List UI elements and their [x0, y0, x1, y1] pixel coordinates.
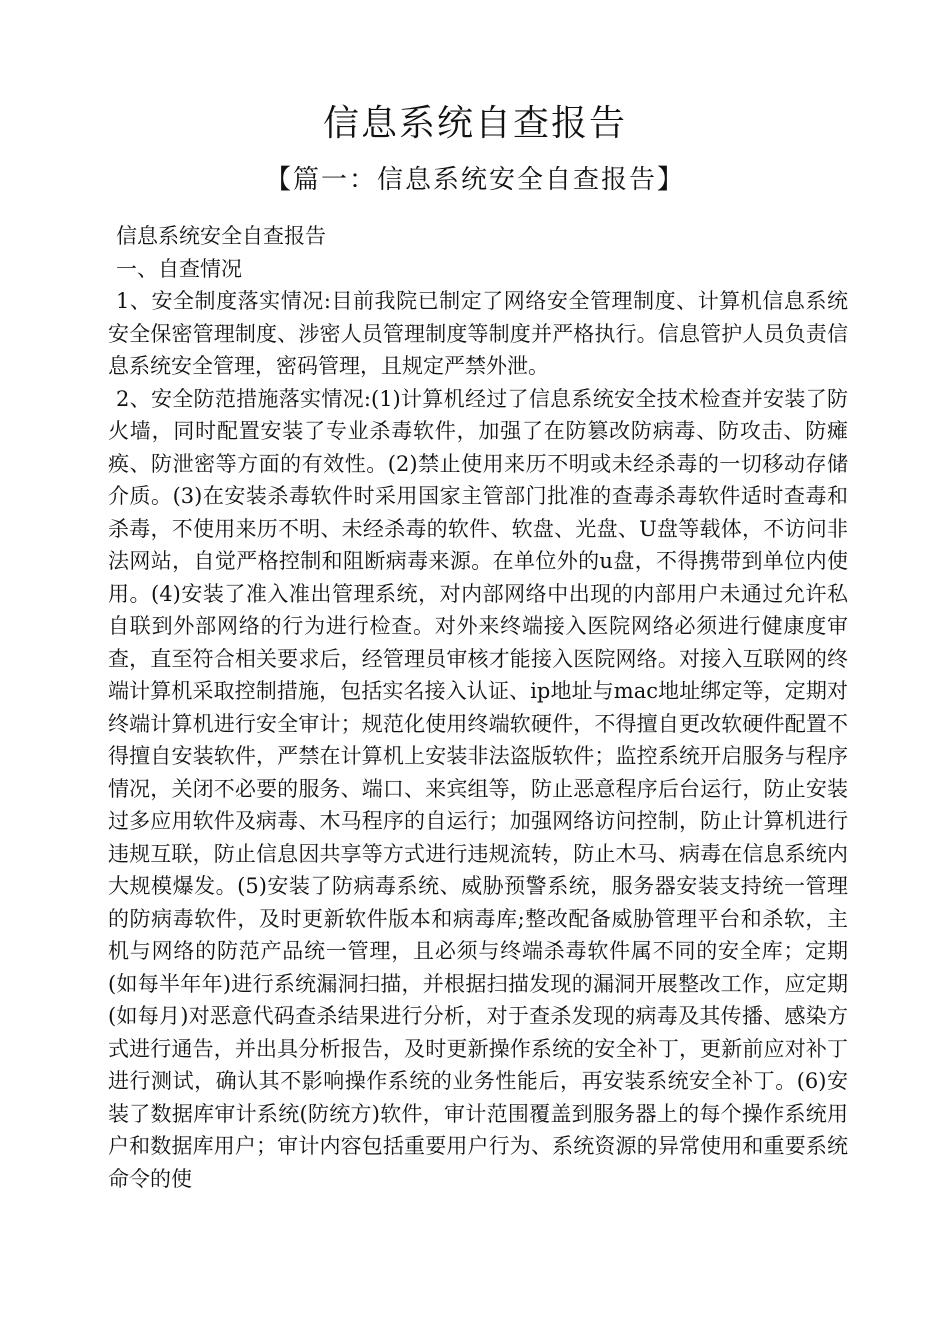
paragraph-security-policy — [108, 285, 848, 383]
document-body — [108, 220, 848, 1195]
section-heading-self-check: 一、自查情况 — [116, 256, 242, 281]
paragraph-security-measures — [108, 383, 848, 1196]
report-heading: 信息系统安全自查报告 — [116, 224, 326, 248]
paragraph-2-text: 2、安全防范措施落实情况:(1)计算机经过了信息系统安全技术检查并安装了防火墙，同时配置安装了专业杀毒软件，加强了在防篡改防病毒、防攻击、防瘫痪、防泄密等方面的有效性。(2)禁止使用来历不明或未经杀毒的一切移动存储介质。(3)在安装杀毒软件时采用国家主管部门批准的查毒杀毒软件适时查毒和杀毒，不使用来历不明、未经杀毒的软件、软盘、光盘、U盘等载体，不访问非法网站，自觉严格控制和阻断病毒来源。在单位外的u盘，不得携带到单位内使用。(4)安装了准入准出管理系统，对内部网络中出现的内部用户未通过允许私自联到外部网络的行为进行检查。对外来终端接入医院网络必须进行健康度审查，直至符合相关要求后，经管理员审核才能接入医院网络。对接入互联网的终端计算机采取控制措施，包括实名接入认证、ip地址与mac地址绑定等，定期对终端计算机进行安全审计；规范化使用终端软硬件，不得擅自更改软硬件配置不得擅自安装软件，严禁在计算机上安装非法盗版软件；监控系统开启服务与程序情况，关闭不必要的服务、端口、来宾组等，防止恶意程序后台运行，防止安装过多应用软件及病毒、木马程序的自运行；加强网络访问控制，防止计算机进行违规互联，防止信息因共享等方式进行违规流转，防止木马、病毒在信息系统内大规模爆发。(5)安装了防病毒系统、威胁预警系统，服务器安装支持统一管理的防病毒软件，及时更新软件版本和病毒库;整改配备威胁管理平台和杀软，主机与网络的防范产品统一管理，且必须与终端杀毒软件属不同的安全库；定期(如每半年年)进行系统漏洞扫描，并根据扫描发现的漏洞开展整改工作，应定期(如每月)对恶意代码查杀结果进行分析，对于查杀发现的病毒及其传播、感染方式进行通告，并出具分析报告，及时更新操作系统的安全补丁，更新前应对补丁进行测试，确认其不影响操作系统的业务性能后，再安装系统安全补丁。(6)安装了数据库审计系统(防统方)软件，审计范围覆盖到服务器上的每个操作系统用户和数据库用户；审计内容包括重要用户行为、系统资源的异常使用和重要系统命令的使 — [108, 386, 848, 1191]
document-title: 信息系统自查报告 — [322, 103, 627, 144]
paragraph-1-text: 1、安全制度落实情况:目前我院已制定了网络安全管理制度、计算机信息系统安全保密管理制度、涉密人员管理制度等制度并严格执行。信息管护人员负责信息系统安全管理，密码管理，且规定严禁外泄。 — [108, 289, 848, 378]
document-subtitle: 【篇一：信息系统安全自查报告】 — [264, 165, 685, 195]
